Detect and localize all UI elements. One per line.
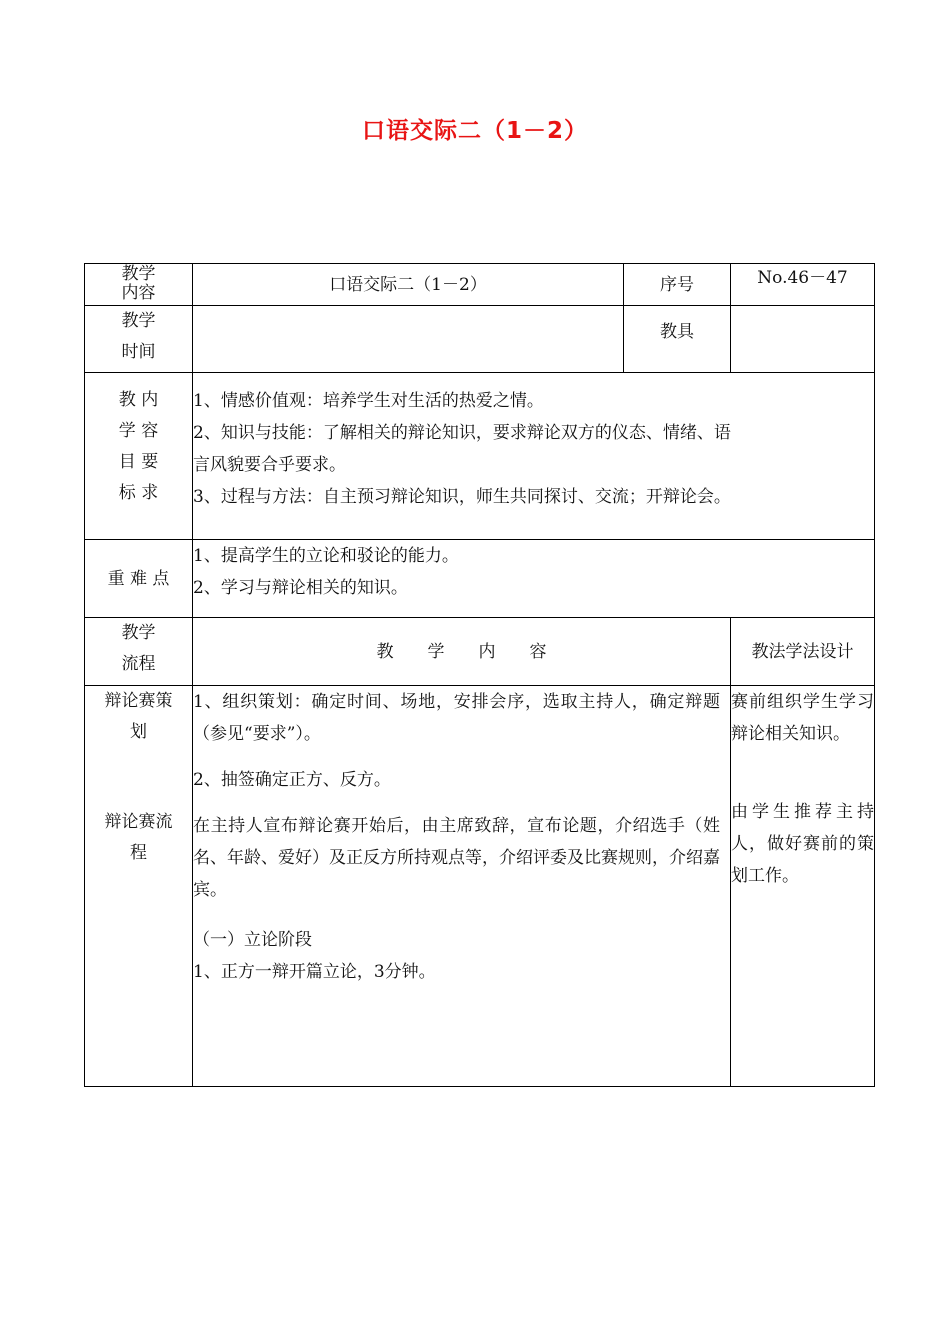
process-stage-cell xyxy=(85,686,193,1087)
key-point-line-1: 1、提高学生的立论和驳论的能力。 xyxy=(193,546,459,566)
objectives-label-line-1: 教 内 xyxy=(118,390,159,410)
process-content-cell xyxy=(193,686,731,1087)
objectives-label-cell xyxy=(85,373,193,540)
method-paragraph-2: 由学生推荐主持人，做好赛前的策划工作。 xyxy=(731,802,875,886)
row-process-body xyxy=(85,686,875,1087)
content-label-line-2: 内容 xyxy=(121,283,156,303)
key-points-content xyxy=(193,540,875,618)
objective-line-2: 2、知识与技能：了解相关的辩论知识，要求辩论双方的仪态、情绪、语 xyxy=(193,423,731,443)
serial-value: No.46－47 xyxy=(731,264,875,306)
process-paragraph-3: 在主持人宣布辩论赛开始后，由主席致辞，宣布论题，介绍选手（姓名、年龄、爱好）及正反方所持观点等，介绍评委及比赛规则，介绍嘉宾。 xyxy=(193,816,721,900)
process-paragraph-1: 1、组织策划：确定时间、场地，安排会序，选取主持人，确定辩题（参见“要求”）。 xyxy=(193,692,721,744)
lesson-plan-table xyxy=(84,263,875,1087)
time-label-line-2: 时间 xyxy=(121,342,156,362)
objective-line-1: 1、情感价值观：培养学生对生活的热爱之情。 xyxy=(193,391,544,411)
objective-line-4: 3、过程与方法：自主预习辩论知识，师生共同探讨、交流；开辩论会。 xyxy=(193,487,731,507)
stage2-label-line-1: 辩论赛流 xyxy=(104,812,173,832)
stage2-label-line-2: 程 xyxy=(130,843,147,863)
objectives-label-line-2: 学 容 xyxy=(118,421,159,441)
time-label-cell xyxy=(85,306,193,373)
process-method-header: 教法学法设计 xyxy=(731,618,875,686)
flow-label-line-1: 教学 xyxy=(121,623,156,643)
flow-label-line-2: 流程 xyxy=(121,654,156,674)
row-objectives xyxy=(85,373,875,540)
tools-value xyxy=(731,306,875,373)
time-value xyxy=(193,306,624,373)
objectives-content xyxy=(193,373,875,540)
row-content xyxy=(85,264,875,306)
process-paragraph-4: （一）立论阶段 xyxy=(193,930,312,950)
content-label-cell xyxy=(85,264,193,306)
process-paragraph-5: 1、正方一辩开篇立论，3分钟。 xyxy=(193,962,436,982)
time-label-line-1: 教学 xyxy=(121,311,156,331)
flow-label-cell xyxy=(85,618,193,686)
process-content-header: 教 学 内 容 xyxy=(193,618,731,686)
stage1-label-line-2: 划 xyxy=(130,722,147,742)
row-process-header xyxy=(85,618,875,686)
stage1-label-line-1: 辩论赛策 xyxy=(104,691,173,711)
tools-label: 教具 xyxy=(624,306,731,373)
process-method-cell xyxy=(731,686,875,1087)
row-time xyxy=(85,306,875,373)
objective-line-3: 言风貌要合乎要求。 xyxy=(193,455,346,475)
objectives-label-line-3: 目 要 xyxy=(118,452,159,472)
method-paragraph-1: 赛前组织学生学习辩论相关知识。 xyxy=(731,692,875,744)
content-value: 口语交际二（1－2） xyxy=(193,264,624,306)
key-point-line-2: 2、学习与辩论相关的知识。 xyxy=(193,578,408,598)
content-label-line-1: 教学 xyxy=(121,264,156,284)
objectives-label-line-4: 标 求 xyxy=(118,483,159,503)
row-key-points xyxy=(85,540,875,618)
serial-label: 序号 xyxy=(624,264,731,306)
page-title: 口语交际二（1－2） xyxy=(361,118,588,144)
key-points-label: 重 难 点 xyxy=(85,540,193,618)
process-paragraph-2: 2、抽签确定正方、反方。 xyxy=(193,770,391,790)
